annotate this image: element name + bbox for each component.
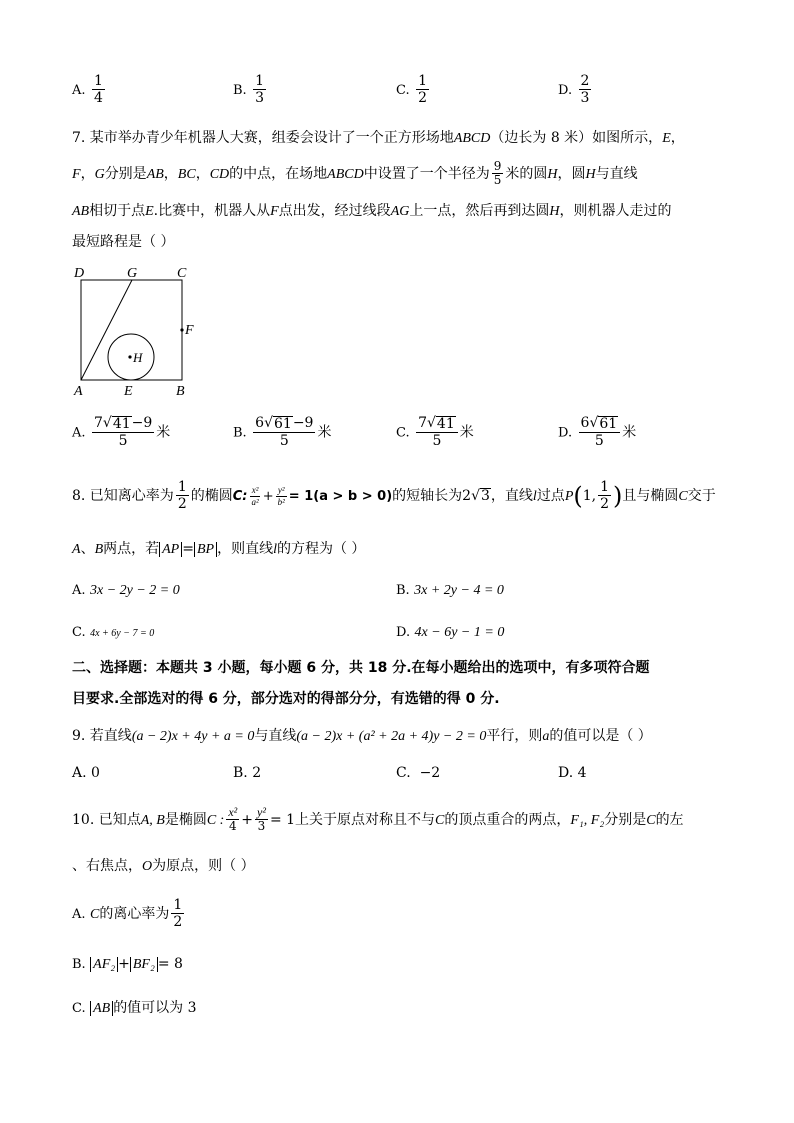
section-2-heading-line-1: 二、选择题：本题共 3 小题，每小题 6 分，共 18 分.在每小题给出的选项中，有多项符合题 <box>72 660 650 676</box>
label-e: E <box>124 384 133 398</box>
q10-line-2: 、右焦点，O为原点，则（ ） <box>72 858 255 874</box>
q10-line-1: 10. 已知点A, B是椭圆C : $\frac{\text{x²}}{4}$ + $\frac{\text{y²}}{3}$ = 1上关于原点对称且不与C的顶点重合的两点，F₁, F₂分别是C的左 <box>72 805 684 834</box>
label-h: H <box>133 350 143 365</box>
q10-option-a-fraction: $\frac{1}{2}$ <box>173 897 183 931</box>
label-g: G <box>127 266 138 281</box>
q7-option-d: D. 6 √ 61 5 米 <box>558 415 637 449</box>
q10-option-a: A. C的离心率为 $\frac{1}{2}$ <box>72 897 183 931</box>
label-c: C <box>177 266 187 281</box>
q6-option-b: B. $\frac{1}{3}$ <box>233 73 265 107</box>
q7-option-b: B. 6 √ 61 −9 5 米 <box>233 415 332 449</box>
q9-option-a: A. 0 <box>72 765 100 781</box>
q9-option-b: B. 2 <box>233 765 262 781</box>
q9-option-c: C. −2 <box>396 765 441 781</box>
point-h <box>128 355 131 358</box>
q9-line-1: 9. 若直线(a − 2)x + 4y + a = 0与直线(a − 2)x + (a² + 2a + 4)y − 2 = 0平行，则a的值可以是（ ） <box>72 728 652 744</box>
q10-option-c: C. AB 的值可以为 3 <box>72 1000 197 1016</box>
label-a: A <box>74 384 83 398</box>
q6-option-d-fraction: $\frac{2}{3}$ <box>580 73 590 107</box>
q7-line-4: 最短路程是（ ） <box>72 234 175 250</box>
q6-option-d: D. $\frac{2}{3}$ <box>558 73 590 107</box>
label-f: F <box>185 323 194 338</box>
q6-option-c: C. $\frac{1}{2}$ <box>396 73 427 107</box>
q8-ellipse-x-term: $\frac{\text{x²}}{\text{a²}}$ <box>251 484 259 507</box>
q7-square-figure <box>70 262 200 398</box>
q7-line-2: F，G分别是AB，BC，CD的中点，在场地ABCD中设置了一个半径为 $\frac{9}{5}$ 米的圆H，圆H与直线 <box>72 159 638 188</box>
q7-option-c-fraction: 7 √ 41 5 <box>416 416 458 449</box>
q8-line-1: 8. 已知离心率为 $\frac{1}{2}$ 的椭圆C: $\frac{\text{x²}}{\text{a²}}$ + $\frac{\text{y²}}{\text{b²}}$ = 1(a > b > 0)的短轴长为2 √ 3 ，直线l过点P(1, $\frac{1}{2}$ )且与椭圆C交于 <box>72 479 716 513</box>
q8-option-b: B. 3x + 2y − 4 = 0 <box>396 583 504 598</box>
label-b: B <box>176 384 185 398</box>
q7-option-a: A. 7 √ 41 −9 5 米 <box>72 415 171 449</box>
q7-option-d-fraction: 6 √ 61 5 <box>579 416 621 449</box>
q10-ellipse-y-term: $\frac{\text{y²}}{3}$ <box>257 805 266 834</box>
q10-option-b: B. AF₂ + BF₂ = 8 <box>72 956 183 972</box>
q6-option-a-fraction: $\frac{1}{4}$ <box>93 73 103 107</box>
q7-line-1: 7. 某市举办青少年机器人大赛，组委会设计了一个正方形场地ABCD（边长为 8 米）如图所示，E， <box>72 130 685 146</box>
q8-option-c: C. 4x + 6y − 7 = 0 <box>72 625 155 640</box>
q7-option-b-fraction: 6 √ 61 −9 5 <box>255 415 314 449</box>
label-d: D <box>74 266 85 281</box>
q9-option-d: D. 4 <box>558 765 587 781</box>
point-f <box>180 328 183 331</box>
q8-option-a: A. 3x − 2y − 2 = 0 <box>72 583 180 598</box>
q6-option-a: A. $\frac{1}{4}$ <box>72 73 103 107</box>
q7-radius-fraction: $\frac{9}{5}$ <box>493 159 502 188</box>
q7-option-a-fraction: 7 √ 41 −9 5 <box>93 415 153 449</box>
q8-eccentricity-fraction: $\frac{1}{2}$ <box>177 479 187 513</box>
q10-ellipse-x-term: $\frac{\text{x²}}{4}$ <box>228 805 238 834</box>
q7-line-3: AB相切于点E.比赛中，机器人从F点出发，经过线段AG上一点，然后再到达圆H，则机器人走过的 <box>72 203 672 219</box>
q6-option-c-fraction: $\frac{1}{2}$ <box>418 73 427 107</box>
section-2-heading-line-2: 目要求.全部选对的得 6 分，部分选对的得部分分，有选错的得 0 分. <box>72 691 500 707</box>
q7-option-c: C. 7 √ 41 5 米 <box>396 415 474 449</box>
q6-option-b-fraction: $\frac{1}{3}$ <box>255 73 265 107</box>
q8-option-d: D. 4x − 6y − 1 = 0 <box>396 625 505 640</box>
segment-ag <box>81 280 132 380</box>
q8-ellipse-y-term: $\frac{\text{y²}}{\text{b²}}$ <box>277 484 285 507</box>
square-abcd <box>81 280 182 380</box>
q8-point-p-fraction: $\frac{1}{2}$ <box>600 479 610 513</box>
q8-line-2: A、B两点，若 AP = BP ，则直线l的方程为（ ） <box>72 541 366 557</box>
